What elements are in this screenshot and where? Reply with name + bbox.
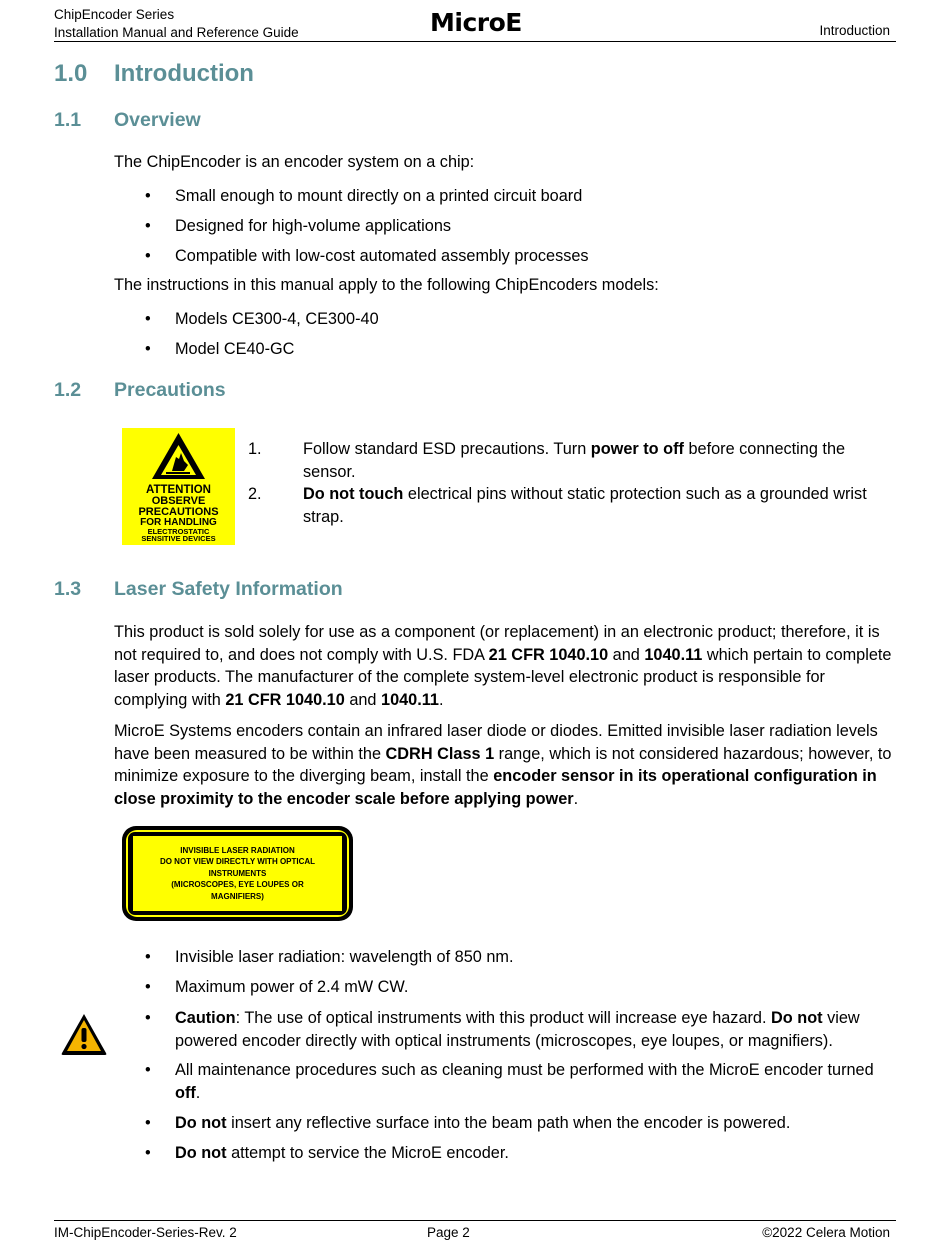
heading-1-2 [54, 379, 226, 402]
footer-copyright: ©2022 Celera Motion [762, 1225, 890, 1240]
models-intro: The instructions in this manual apply to the following ChipEncoders models: [114, 276, 659, 294]
heading-number: 1.1 [54, 109, 82, 131]
footer-page-number: Page 2 [427, 1225, 470, 1240]
overview-intro: The ChipEncoder is an encoder system on a chip: [114, 153, 475, 171]
precaution-item-1: 1. Follow standard ESD precautions. Turn power to off before connecting the sensor. [248, 440, 846, 481]
list-item: • Do not attempt to service the MicroE encoder. [145, 1144, 509, 1162]
microe-logo: MicroE [430, 8, 522, 37]
heading-number: 1.3 [54, 578, 82, 600]
footer-divider [54, 1220, 896, 1221]
heading-title: Precautions [114, 379, 226, 401]
heading-1-3 [54, 578, 343, 601]
list-item: • Do not insert any reflective surface into the beam path when the encoder is powered. [145, 1114, 791, 1132]
header-left [54, 6, 299, 42]
precaution-item-2: 2. Do not touch electrical pins without static protection such as a grounded wrist strap. [248, 485, 867, 526]
header-divider [54, 41, 896, 42]
header-guide: Installation Manual and Reference Guide [54, 25, 299, 40]
esd-warning-label: ATTENTION OBSERVE PRECAUTIONS FOR HANDLING ELECTROSTATIC SENSITIVE DEVICES [122, 428, 235, 545]
laser-paragraph-1: This product is sold solely for use as a component (or replacement) in an electronic product; therefore, it is not required to, and does not comply with U.S. FDA 21 CFR 1040.10 and 1040.11 which pertain to complete laser products. The manufacturer of the complete system-level electronic product is responsible for complying with 21 CFR 1040.10 and 1040.11. [114, 623, 892, 709]
heading-title: Overview [114, 109, 201, 131]
esd-hand-icon [150, 431, 207, 481]
heading-1-0 [54, 60, 254, 88]
heading-number: 1.0 [54, 60, 88, 87]
heading-title: Introduction [114, 60, 254, 87]
heading-number: 1.2 [54, 379, 82, 401]
header-series: ChipEncoder Series [54, 7, 175, 22]
list-item: • Caution: The use of optical instruments with this product will increase eye hazard. Do not view powered encoder directly with optical instruments (microscopes, eye loupes, or magnifiers). [145, 1009, 860, 1050]
caution-icon [59, 1011, 109, 1057]
list-item: • All maintenance procedures such as cleaning must be performed with the MicroE encoder turned off. [145, 1061, 874, 1102]
footer-doc-id: IM-ChipEncoder-Series-Rev. 2 [54, 1225, 237, 1240]
heading-title: Laser Safety Information [114, 578, 343, 600]
heading-1-1 [54, 109, 201, 132]
header-section: Introduction [819, 23, 890, 38]
laser-warning-label: INVISIBLE LASER RADIATION DO NOT VIEW DIRECTLY WITH OPTICAL INSTRUMENTS (MICROSCOPES, EYE LOUPES OR MAGNIFIERS) [122, 826, 353, 921]
laser-paragraph-2: MicroE Systems encoders contain an infrared laser diode or diodes. Emitted invisible laser radiation levels have been measured to be within the CDRH Class 1 range, which is not considered hazardous; however, to minimize exposure to the diverging beam, install the encoder sensor in its operational configuration in close proximity to the encoder scale before applying power. [114, 722, 892, 808]
